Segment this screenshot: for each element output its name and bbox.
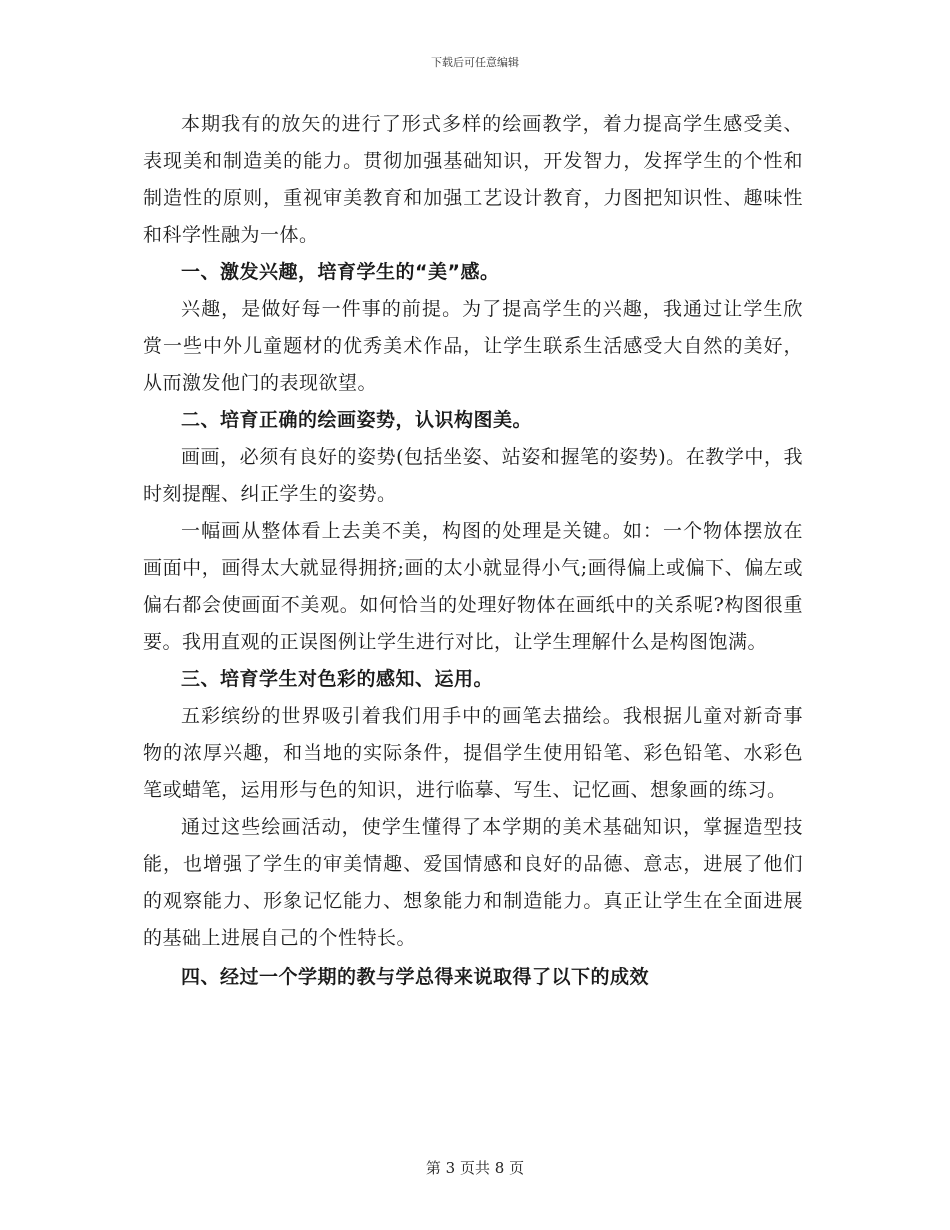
page-header: 下载后可任意编辑 [431,56,519,69]
document-body [143,106,803,996]
section-heading-2: 二、培育正确的绘画姿势，认识构图美。 [181,409,533,431]
section-heading-1: 一、激发兴趣，培育学生的“美”感。 [181,261,500,283]
paragraph-posture: 画画，必须有良好的姿势(包括坐姿、站姿和握笔的姿势)。在教学中，我时刻提醒、纠正学生的姿势。 [143,446,803,505]
paragraph-color: 五彩缤纷的世界吸引着我们用手中的画笔去描绘。我根据儿童对新奇事物的浓厚兴趣，和当地的实际条件，提倡学生使用铅笔、彩色铅笔、水彩色笔或蜡笔，运用形与色的知识，进行临摹、写生、记忆画、想象画的练习。 [143,705,803,801]
paragraph-intro: 本期我有的放矢的进行了形式多样的绘画教学，着力提高学生感受美、表现美和制造美的能力。贯彻加强基础知识，开发智力，发挥学生的个性和制造性的原则，重视审美教育和加强工艺设计教育，力图把知识性、趣味性和科学性融为一体。 [143,113,803,246]
section-heading-4: 四、经过一个学期的教与学总得来说取得了以下的成效 [181,966,650,988]
paragraph-activities: 通过这些绘画活动，使学生懂得了本学期的美术基础知识，掌握造型技能，也增强了学生的审美情趣、爱国情感和良好的品德、意志，进展了他们的观察能力、形象记忆能力、想象能力和制造能力。真正让学生在全面进展的基础上进展自己的个性特长。 [143,816,803,949]
paragraph-interest: 兴趣，是做好每一件事的前提。为了提高学生的兴趣，我通过让学生欣赏一些中外儿童题材的优秀美术作品，让学生联系生活感受大自然的美好，从而激发他门的表现欲望。 [143,298,803,394]
page-footer: 第 3 页共 8 页 [425,1159,525,1177]
paragraph-composition: 一幅画从整体看上去美不美，构图的处理是关键。如：一个物体摆放在画面中，画得太大就显得拥挤;画的太小就显得小气;画得偏上或偏下、偏左或偏右都会使画面不美观。如何恰当的处理好物体在画纸中的关系呢?构图很重要。我用直观的正误图例让学生进行对比，让学生理解什么是构图饱满。 [143,520,803,653]
section-heading-3: 三、培育学生对色彩的感知、运用。 [181,668,494,690]
